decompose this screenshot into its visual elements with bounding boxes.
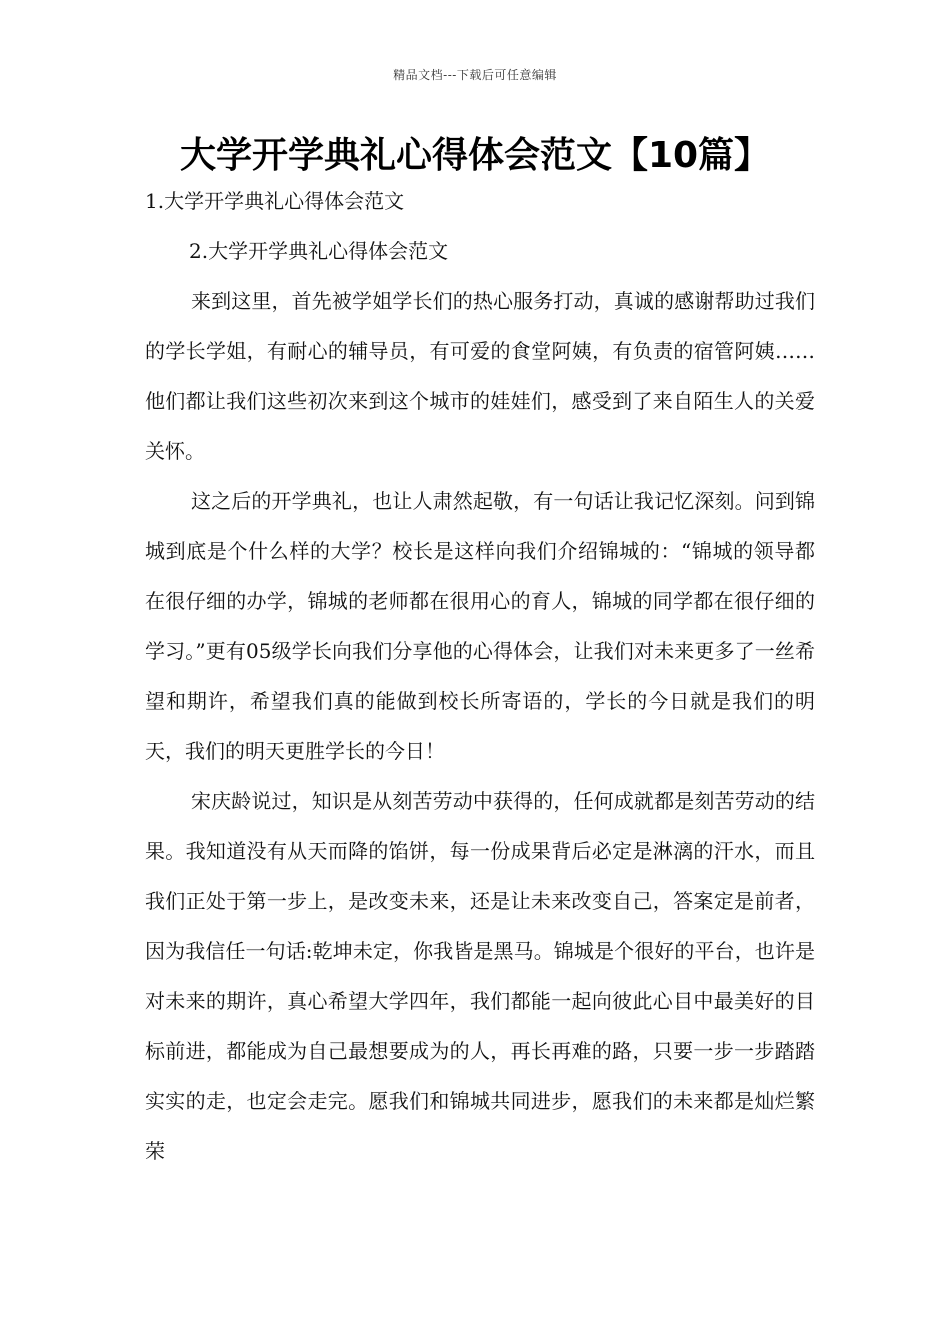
toc-item-1: 1.大学开学典礼心得体会范文 (145, 189, 405, 213)
document-body (145, 176, 815, 1176)
document-title: 大学开学典礼心得体会范文【10篇】 (179, 135, 771, 176)
paragraph-1: 来到这里，首先被学姐学长们的热心服务打动，真诚的感谢帮助过我们的学长学姐，有耐心的辅导员，有可爱的食堂阿姨，有负责的宿管阿姨……他们都让我们这些初次来到这个城市的娃娃们，感受到了来自陌生人的关爱关怀。 (145, 289, 815, 463)
paragraph-3: 宋庆龄说过，知识是从刻苦劳动中获得的，任何成就都是刻苦劳动的结果。我知道没有从天而降的馅饼，每一份成果背后必定是淋漓的汗水，而且我们正处于第一步上，是改变未来，还是让未来改变自己，答案定是前者，因为我信任一句话:乾坤未定，你我皆是黑马。锦城是个很好的平台，也许是对未来的期许，真心希望大学四年，我们都能一起向彼此心目中最美好的目标前进，都能成为自己最想要成为的人，再长再难的路，只要一步一步踏踏实实的走，也定会走完。愿我们和锦城共同进步，愿我们的未来都是灿烂繁荣 (145, 789, 815, 1163)
page-header: 精品文档---下载后可任意编辑 (393, 68, 557, 82)
paragraph-2: 这之后的开学典礼，也让人肃然起敬，有一句话让我记忆深刻。问到锦城到底是个什么样的大学？校长是这样向我们介绍锦城的：“锦城的领导都在很仔细的办学，锦城的老师都在很用心的育人，锦城的同学都在很仔细的学习。”更有05级学长向我们分享他的心得体会，让我们对未来更多了一丝希望和期许，希望我们真的能做到校长所寄语的，学长的今日就是我们的明天，我们的明天更胜学长的今日！ (145, 489, 815, 763)
toc-item-2: 2.大学开学典礼心得体会范文 (189, 239, 449, 263)
